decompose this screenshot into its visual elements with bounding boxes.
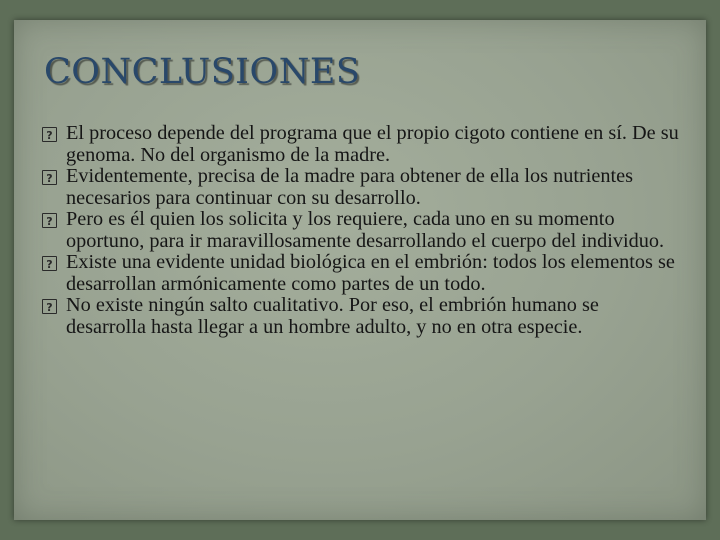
bullet-box-icon [42, 299, 57, 314]
bullet-item [42, 252, 682, 295]
bullet-item [42, 166, 682, 209]
bullet-text: Existe una evidente unidad biológica en el embrión: todos los elementos se desarrollan armónicamente como partes de un todo. [66, 251, 675, 295]
bullet-item [42, 295, 682, 338]
bullet-list [42, 123, 682, 338]
slide-title: CONCLUSIONES [44, 52, 361, 92]
bullet-text: No existe ningún salto cualitativo. Por eso, el embrión humano se desarrolla hasta llegar a un hombre adulto, y no en otra especie. [66, 294, 599, 338]
bullet-box-icon [42, 127, 57, 142]
bullet-box-icon [42, 213, 57, 228]
bullet-text: Pero es él quien los solicita y los requiere, cada uno en su momento oportuno, para ir maravillosamente desarrollando el cuerpo del individuo. [66, 208, 665, 252]
bullet-item [42, 209, 682, 252]
bullet-item [42, 123, 682, 166]
bullet-text: Evidentemente, precisa de la madre para obtener de ella los nutrientes necesarios para continuar con su desarrollo. [66, 165, 634, 209]
bullet-box-icon [42, 256, 57, 271]
bullet-text: El proceso depende del programa que el propio cigoto contiene en sí. De su genoma. No del organismo de la madre. [66, 122, 679, 166]
bullet-box-icon [42, 170, 57, 185]
